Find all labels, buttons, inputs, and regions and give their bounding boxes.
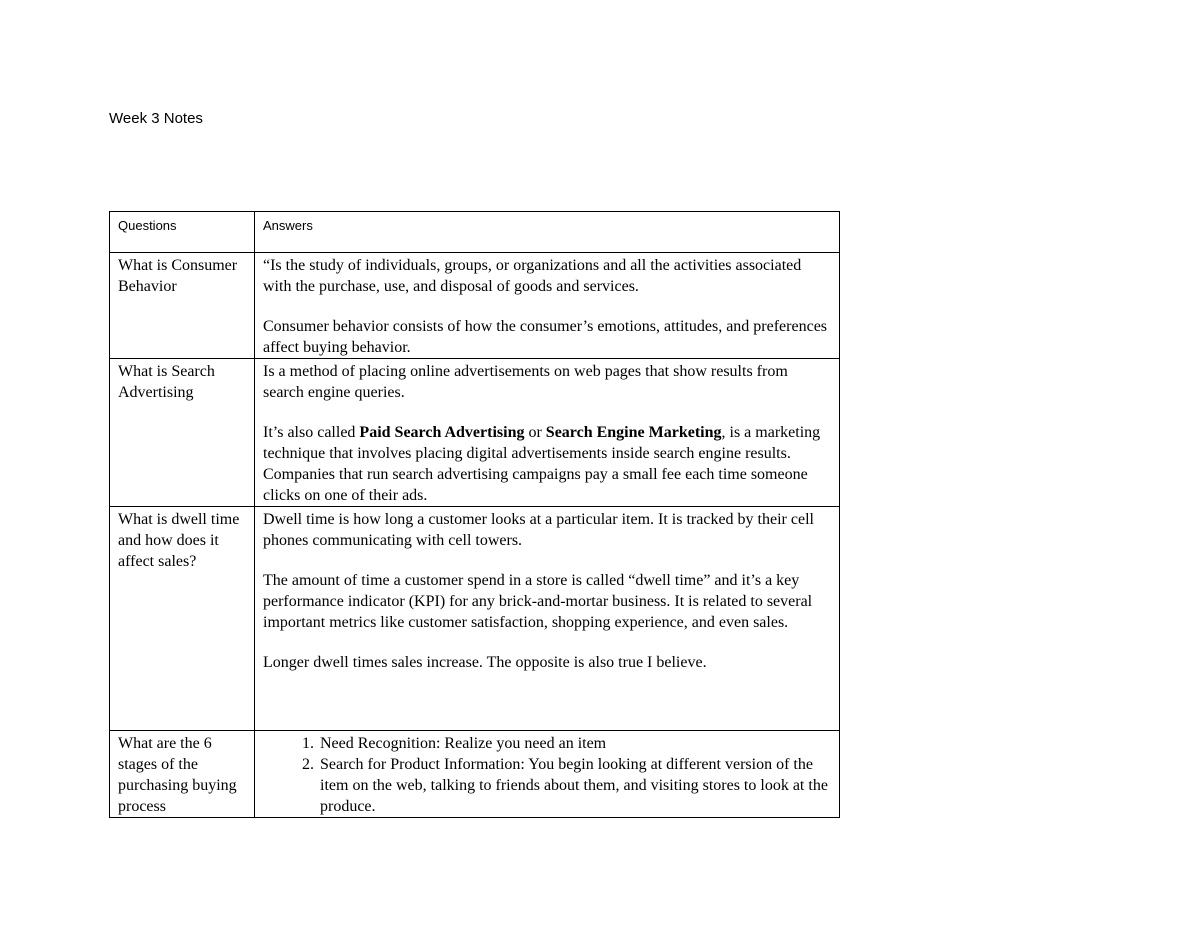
answer-paragraph: Consumer behavior consists of how the consumer’s emotions, attitudes, and preferences affect buying behavior. <box>263 318 828 356</box>
question-cell: What is Search Advertising <box>110 359 255 507</box>
answer-paragraph: Is a method of placing online advertisements on web pages that show results from search engine queries. <box>263 363 788 401</box>
notes-table <box>109 211 840 818</box>
table-row <box>110 507 840 731</box>
answer-text: It’s also called <box>263 424 360 441</box>
table-row <box>110 253 840 359</box>
page-title: Week 3 Notes <box>109 110 203 127</box>
table-header-row <box>110 212 840 253</box>
table-row <box>110 731 840 818</box>
bold-term: Search Engine Marketing <box>545 424 722 441</box>
answer-paragraph: “Is the study of individuals, groups, or organizations and all the activities associated with the purchase, use, and disposal of goods and services. <box>263 257 802 295</box>
answer-cell <box>255 507 840 731</box>
questions-header: Questions <box>110 212 255 253</box>
answer-cell <box>255 731 840 818</box>
answer-cell <box>255 359 840 507</box>
answer-paragraph <box>263 422 831 506</box>
answer-paragraph: Longer dwell times sales increase. The opposite is also true I believe. <box>263 654 707 671</box>
question-cell: What is Consumer Behavior <box>110 253 255 359</box>
answer-text: , is a marketing technique that involves placing digital advertisements inside search engine results. Companies that run search advertising campaigns pay a small fee each time someone clicks on one of their ads. <box>263 424 821 504</box>
answer-cell <box>255 253 840 359</box>
answer-text: or <box>524 424 546 441</box>
stages-list <box>263 733 831 817</box>
bold-term: Paid Search Advertising <box>359 424 525 441</box>
question-cell: What are the 6 stages of the purchasing buying process <box>110 731 255 818</box>
table-row <box>110 359 840 507</box>
answer-paragraph: Dwell time is how long a customer looks at a particular item. It is tracked by their cell phones communicating with cell towers. <box>263 511 814 549</box>
answers-header: Answers <box>255 212 840 253</box>
list-item: 1. Need Recognition: Realize you need an item <box>318 733 831 754</box>
answer-paragraph: The amount of time a customer spend in a store is called “dwell time” and it’s a key performance indicator (KPI) for any brick-and-mortar business. It is related to several important metrics like customer satisfaction, shopping experience, and even sales. <box>263 572 813 631</box>
question-cell: What is dwell time and how does it affect sales? <box>110 507 255 731</box>
list-item: 2. Search for Product Information: You begin looking at different version of the item on the web, talking to friends about them, and visiting stores to look at the produce. <box>318 754 831 817</box>
